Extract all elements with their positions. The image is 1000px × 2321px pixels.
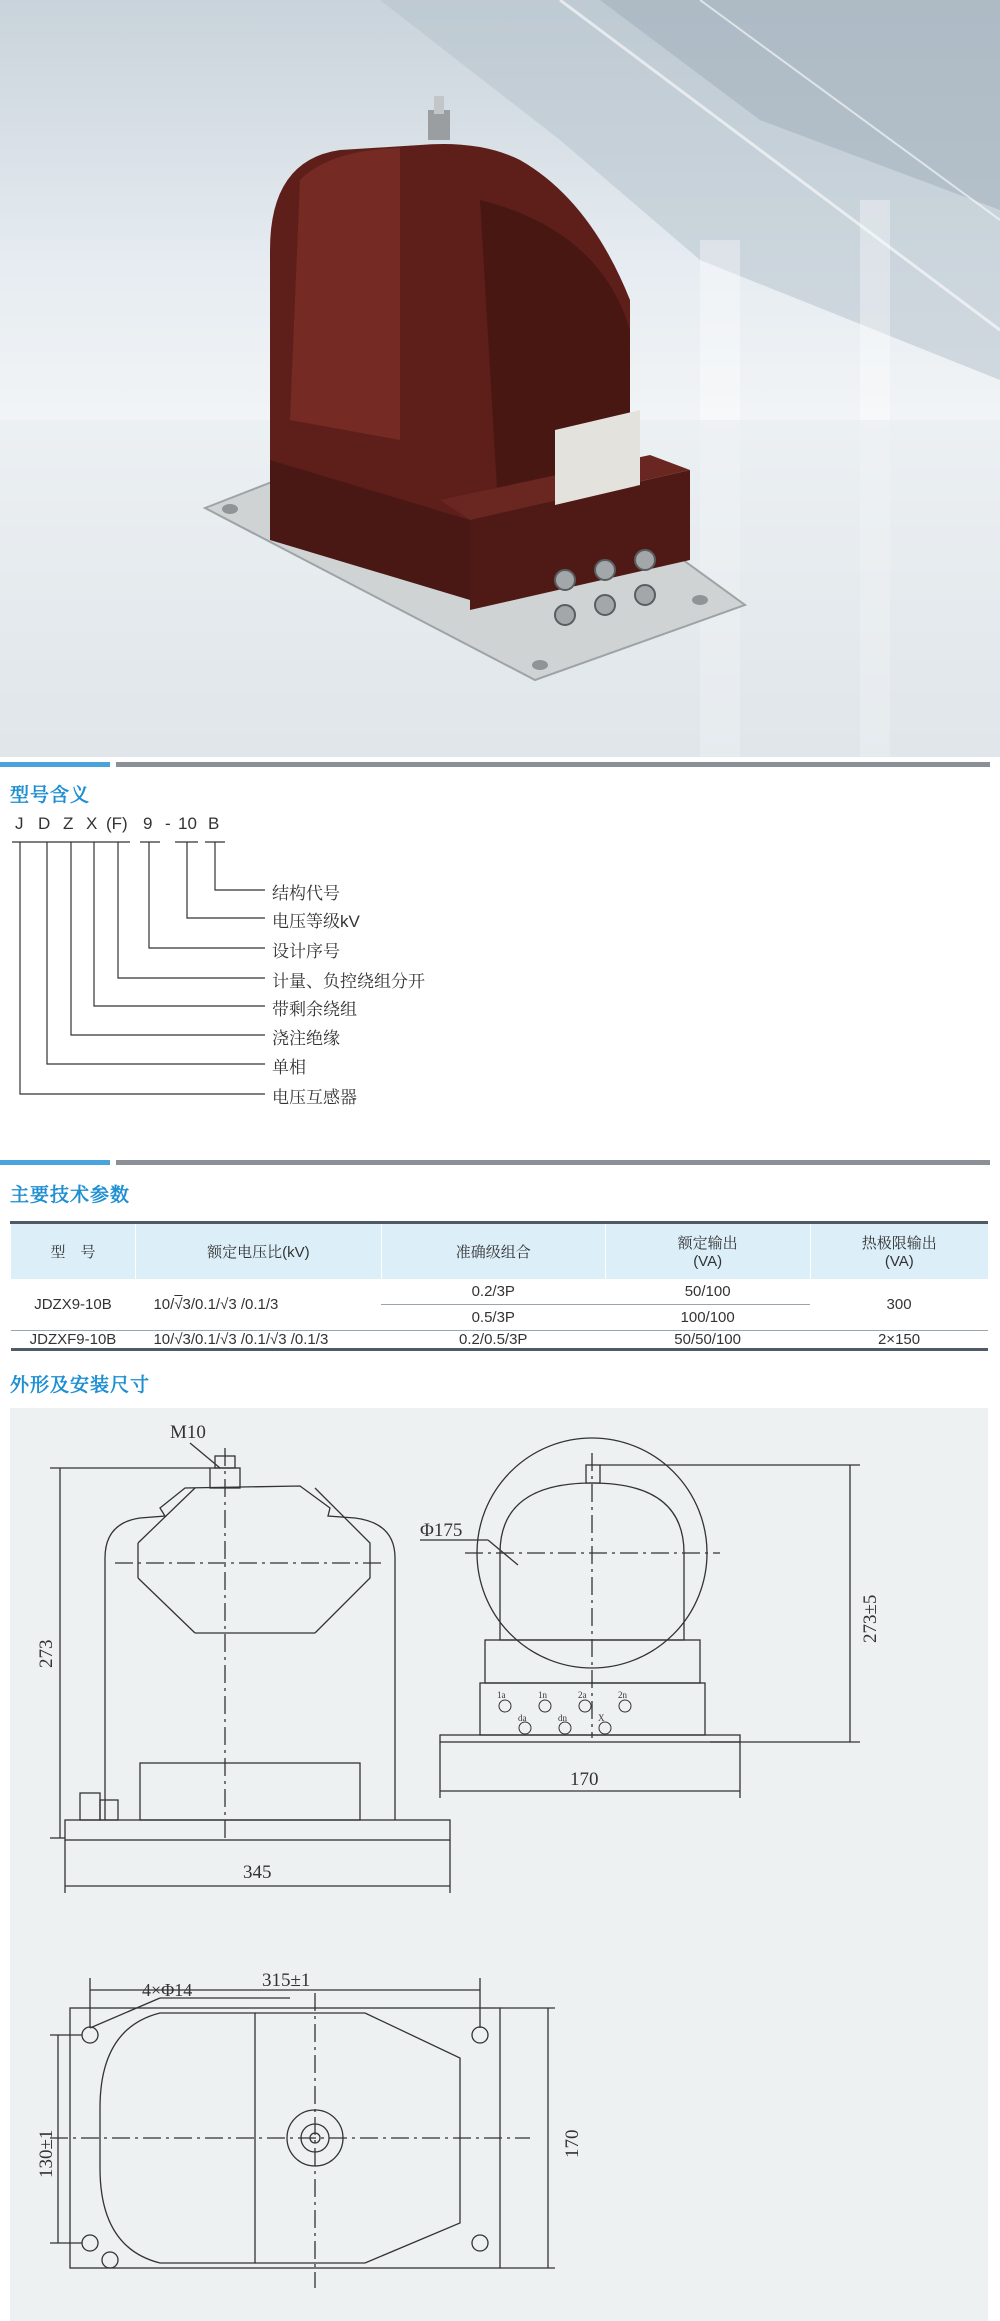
section-rule-accent — [0, 762, 110, 767]
header-accuracy: 准确级组合 — [381, 1223, 605, 1279]
code-letter-d: D — [38, 814, 51, 833]
header-output — [605, 1223, 810, 1279]
ratio-part: 10/ — [153, 1295, 175, 1313]
ratio-part: 3 /0.1/ — [228, 1331, 271, 1348]
header-model: 型 号 — [11, 1223, 136, 1279]
header-ratio: 额定电压比(kV) — [135, 1223, 381, 1279]
code-letter-f: (F) — [106, 814, 128, 833]
dim-side-height: 273±5 — [860, 1594, 881, 1643]
ratio-part: 3 /0.1/3 — [228, 1295, 279, 1313]
terminal-labels — [497, 1690, 628, 1723]
table-row — [11, 1331, 989, 1350]
terminal-dn: dn — [558, 1713, 567, 1723]
cell-model: JDZX9-10B — [11, 1279, 136, 1331]
terminal-2n: 2n — [618, 1690, 627, 1700]
dim-side-width: 170 — [570, 1769, 599, 1790]
header-thermal-l1: 热极限输出 — [861, 1235, 937, 1253]
sqrt-symbol: √ — [174, 1295, 183, 1313]
section-title-tech-params: 主要技术参数 — [10, 1185, 131, 1206]
code-letter-10: 10 — [178, 814, 197, 833]
table-row — [11, 1279, 989, 1305]
cell-output: 100/100 — [605, 1305, 810, 1331]
cell-output: 50/100 — [605, 1279, 810, 1305]
cell-accuracy: 0.2/3P — [381, 1279, 605, 1305]
cell-ratio — [135, 1279, 381, 1331]
dim-base-depth: 170 — [562, 2129, 583, 2158]
code-letter-dash: - — [165, 814, 171, 833]
meaning-single-phase: 单相 — [272, 1058, 306, 1077]
code-letter-j: J — [15, 814, 24, 833]
meaning-voltage-transformer: 电压互感器 — [272, 1088, 357, 1107]
section-rule — [116, 1160, 990, 1165]
cell-thermal: 2×150 — [810, 1331, 988, 1350]
dim-bolt: M10 — [170, 1422, 206, 1443]
section-rule-accent — [0, 1160, 110, 1165]
dim-holes: 4×Φ14 — [142, 1980, 193, 2000]
cell-ratio — [135, 1331, 381, 1350]
dim-hole-span: 315±1 — [262, 1970, 311, 1991]
cell-model: JDZXF9-10B — [11, 1331, 136, 1350]
code-letter-z: Z — [63, 814, 74, 833]
product-hero-image — [0, 0, 1000, 757]
meaning-residual-winding: 带剩余绕组 — [272, 1000, 357, 1019]
meaning-design-number: 设计序号 — [272, 942, 340, 961]
ratio-part: 3/0.1/ — [182, 1295, 221, 1313]
section-title-model-meaning: 型号含义 — [10, 785, 91, 806]
code-letter-x: X — [86, 814, 98, 833]
header-output-l2: (VA) — [693, 1253, 723, 1271]
sqrt-symbol: √ — [220, 1295, 229, 1313]
spec-table — [10, 1221, 988, 1351]
meaning-cast-insulation: 浇注绝缘 — [272, 1029, 340, 1048]
header-thermal — [810, 1223, 988, 1279]
dim-diameter: Φ175 — [420, 1520, 463, 1541]
hero-illustration — [0, 0, 1000, 757]
header-output-l1: 额定输出 — [677, 1235, 738, 1253]
cell-accuracy: 0.2/0.5/3P — [381, 1331, 605, 1350]
meaning-separate-windings: 计量、负控绕组分开 — [272, 972, 425, 991]
terminal-1n: 1n — [538, 1690, 547, 1700]
dim-front-height: 273 — [36, 1639, 57, 1668]
dim-front-width: 345 — [243, 1862, 272, 1883]
sqrt-symbol: √ — [174, 1331, 183, 1348]
table-header-row — [11, 1223, 989, 1279]
header-thermal-l2: (VA) — [884, 1253, 914, 1271]
model-code-diagram — [0, 806, 1000, 1116]
meaning-voltage-class: 电压等级kV — [272, 912, 360, 931]
terminal-2a: 2a — [578, 1690, 587, 1700]
dim-hole-depth: 130±1 — [36, 2129, 57, 2178]
sqrt-symbol: √ — [270, 1331, 279, 1348]
dimension-drawing-panel — [10, 1408, 988, 2321]
terminal-x: X — [598, 1713, 605, 1723]
section-title-dimensions: 外形及安装尺寸 — [10, 1375, 151, 1396]
sqrt-symbol: √ — [220, 1331, 229, 1348]
terminal-1a: 1a — [497, 1690, 506, 1700]
code-letter-b: B — [208, 814, 220, 833]
ratio-part: 3 /0.1/3 — [278, 1331, 329, 1348]
cell-output: 50/50/100 — [605, 1331, 810, 1350]
meaning-structure-code: 结构代号 — [272, 884, 340, 903]
section-rule — [116, 762, 990, 767]
cell-accuracy: 0.5/3P — [381, 1305, 605, 1331]
dimension-drawing — [10, 1408, 988, 2321]
code-letter-9: 9 — [143, 814, 153, 833]
code-leader-lines — [0, 806, 280, 1116]
ratio-part: 10/ — [153, 1331, 175, 1348]
cell-thermal: 300 — [810, 1279, 988, 1331]
terminal-da: da — [518, 1713, 527, 1723]
ratio-part: 3/0.1/ — [182, 1331, 221, 1348]
